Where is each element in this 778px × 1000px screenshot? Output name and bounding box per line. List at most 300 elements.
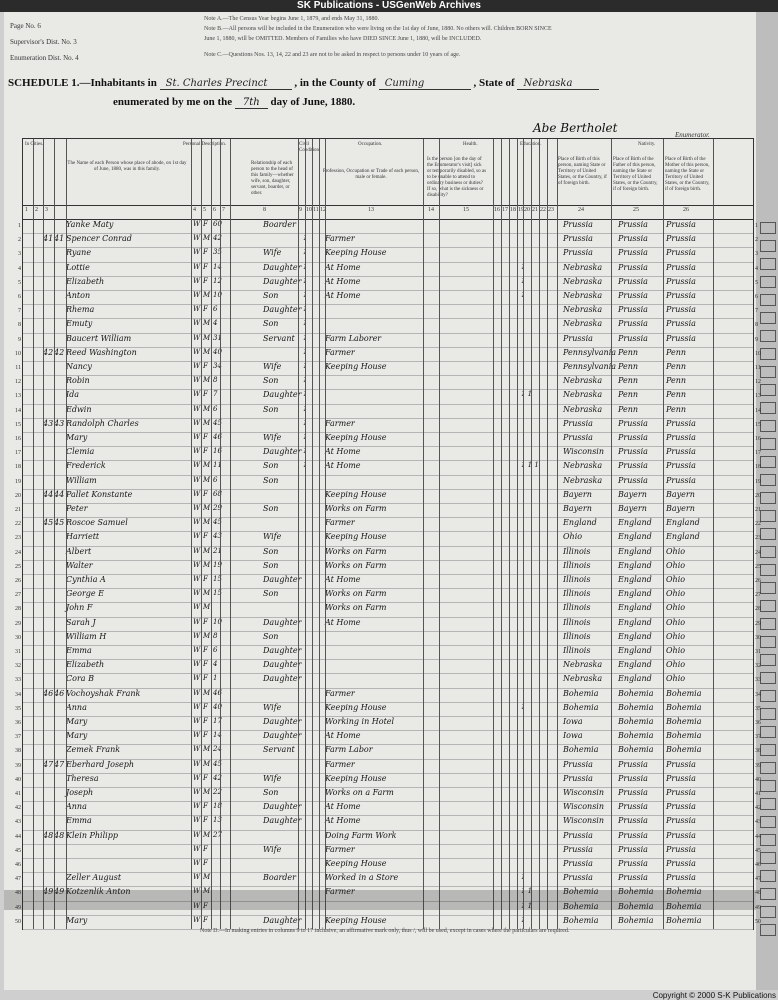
dwelling-number: 48 <box>43 830 54 840</box>
line-number: 29 <box>15 620 21 627</box>
line-number-right: 44 <box>755 833 761 840</box>
mother-birthplace-cell: Prussia <box>666 333 696 343</box>
person-name: William H <box>66 631 107 641</box>
footer-note: Note D.—In making entries in columns 9 to 17 inclusive, an affirmative mark only, thus /, will be used, except in cases where the particulars are required. <box>200 928 570 934</box>
father-birthplace-cell: Prussia <box>618 447 648 457</box>
occupation-cell: Works on Farm <box>325 603 387 613</box>
note-b: Note B.—All persons will be included in the Enumeration who were living on the 1st day of June, 1880. No others will. Children BORN SINCE <box>204 26 552 32</box>
person-name: Emma <box>66 646 92 655</box>
line-number-right: 39 <box>755 762 761 769</box>
father-birthplace-cell: England <box>618 575 652 584</box>
occupation-cell: At Home <box>325 816 361 826</box>
page-number <box>10 22 41 30</box>
sex-cell: M <box>203 504 211 512</box>
column-divider <box>531 139 532 929</box>
occupation-cell: At Home <box>325 461 361 471</box>
adjacent-page-box <box>760 294 776 306</box>
table-row <box>15 773 761 788</box>
sex-cell: M <box>203 404 211 413</box>
adjacent-page-box <box>760 744 776 756</box>
education-cell: 1 <box>521 915 526 924</box>
father-birthplace-cell: Bohemia <box>618 901 654 911</box>
color-cell: W <box>193 617 201 626</box>
line-number: 47 <box>15 876 21 883</box>
color-cell: W <box>193 333 201 342</box>
table-row <box>15 588 761 603</box>
occupation-cell: Works on Farm <box>325 546 387 556</box>
relationship-cell: Servant <box>263 333 295 343</box>
age-cell: 15 <box>213 575 222 583</box>
adjacent-page-box <box>760 222 776 234</box>
birthplace-cell: Ohio <box>563 532 583 542</box>
dwelling-number: 42 <box>43 347 54 357</box>
age-cell: 46 <box>213 433 222 441</box>
scan-shadow <box>4 890 756 910</box>
sex-cell: M <box>203 560 211 569</box>
birthplace-cell: Nebraska <box>563 276 603 286</box>
family-number: 48 <box>54 830 65 840</box>
father-birthplace-cell: Prussia <box>618 305 648 315</box>
line-number-right: 2 <box>755 237 758 244</box>
birthplace-cell: Illinois <box>563 617 591 627</box>
adjacent-page-edge <box>756 12 778 990</box>
father-birthplace-cell: Prussia <box>618 333 648 343</box>
dwelling-number: 44 <box>43 489 54 499</box>
line-number: 14 <box>15 407 21 414</box>
line-number-right: 27 <box>755 592 761 599</box>
education-cell: 1 <box>521 873 526 882</box>
line-number-right: 35 <box>755 705 761 712</box>
age-cell: 19 <box>213 560 222 569</box>
column-number: 5 <box>203 207 206 213</box>
father-birthplace-cell: Prussia <box>618 418 648 428</box>
line-number: 16 <box>15 436 21 442</box>
note-c: Note C.—Questions Nos. 13, 14, 22 and 23 are not to be asked in respect to persons under 10 years of age. <box>204 52 461 58</box>
sex-cell: F <box>203 262 208 271</box>
relationship-cell: Daughter <box>263 915 302 925</box>
father-birthplace-cell: Prussia <box>618 773 648 783</box>
birthplace-cell: Pennsylvania <box>563 362 617 371</box>
table-row <box>15 744 761 759</box>
person-name: Walter <box>66 560 93 570</box>
column-divider <box>439 139 440 929</box>
color-cell: W <box>193 447 201 456</box>
adjacent-page-box <box>760 888 776 900</box>
table-row <box>15 574 761 589</box>
mother-birthplace-cell: Ohio <box>666 575 686 584</box>
relationship-cell: Daughter <box>263 717 302 726</box>
person-name: Mary <box>66 717 88 726</box>
person-name: Reed Washington <box>66 347 137 357</box>
color-cell: W <box>193 603 201 612</box>
adjacent-page-box <box>760 240 776 252</box>
column-divider <box>191 139 192 929</box>
sex-cell: F <box>203 859 208 867</box>
line-number: 11 <box>15 365 21 371</box>
column-divider <box>523 139 524 929</box>
person-name: Albert <box>66 546 92 556</box>
person-name: Nancy <box>66 362 92 371</box>
adjacent-page-box <box>760 618 776 630</box>
color-cell: W <box>193 305 201 314</box>
group-civil-condition: Civil Condition. <box>299 142 321 153</box>
mother-birthplace-cell: Bayern <box>666 504 695 513</box>
adjacent-page-box <box>760 564 776 576</box>
color-cell: W <box>193 859 201 867</box>
occupation-cell: Working in Hotel <box>325 717 395 726</box>
family-number: 43 <box>54 418 65 428</box>
column-divider <box>305 139 306 929</box>
line-number: 45 <box>15 847 21 854</box>
adjacent-page-box <box>760 654 776 666</box>
relationship-cell: Son <box>263 475 279 485</box>
group-education: Education. <box>520 142 542 147</box>
column-number: 22 <box>540 207 546 213</box>
mother-birthplace-cell: Prussia <box>666 788 696 797</box>
birthplace-cell: Iowa <box>563 731 583 741</box>
marital-status-cell: 1 <box>303 376 308 385</box>
column-divider <box>54 139 55 929</box>
birthplace-cell: Prussia <box>563 844 593 854</box>
mother-birthplace-cell: Prussia <box>666 830 696 840</box>
birthplace-cell: Prussia <box>563 773 593 783</box>
line-number-right: 45 <box>755 847 761 854</box>
sex-cell: F <box>203 617 208 626</box>
age-cell: 15 <box>213 589 222 598</box>
line-number-right: 42 <box>755 805 761 812</box>
line-number: 37 <box>15 734 21 741</box>
table-row <box>15 432 761 447</box>
table-row <box>15 716 761 731</box>
line-number-right: 11 <box>755 365 761 371</box>
birthplace-cell: Illinois <box>563 560 591 570</box>
sex-cell: F <box>203 844 208 853</box>
person-name: Edwin <box>66 404 92 414</box>
mother-birthplace-cell: Prussia <box>666 859 696 868</box>
line-number-right: 17 <box>755 450 761 457</box>
mother-birthplace-cell: Ohio <box>666 660 686 670</box>
age-cell: 45 <box>213 759 222 768</box>
line-number: 28 <box>15 606 21 613</box>
age-cell: 40 <box>213 347 222 356</box>
color-cell: W <box>193 461 201 470</box>
occupation-cell: Works on Farm <box>325 589 387 599</box>
occupation-cell: At Home <box>325 731 361 741</box>
mother-birthplace-cell: Prussia <box>666 248 696 258</box>
color-cell: W <box>193 532 201 541</box>
father-birthplace-cell: Prussia <box>618 276 648 286</box>
color-cell: W <box>193 915 201 924</box>
adjacent-page-box <box>760 528 776 540</box>
mother-birthplace-cell: Prussia <box>666 447 696 457</box>
dwelling-number: 45 <box>43 518 54 528</box>
day-value: 7th <box>235 97 268 109</box>
column-number: 24 <box>578 207 584 213</box>
group-occupation: Occupation. <box>358 142 383 147</box>
line-number-right: 13 <box>755 393 761 400</box>
age-cell: 17 <box>213 717 222 725</box>
mother-birthplace-cell: Ohio <box>666 631 686 641</box>
occupation-cell: Farmer <box>325 418 355 428</box>
line-number: 24 <box>15 549 21 556</box>
line-number-right: 24 <box>755 549 761 556</box>
color-cell: W <box>193 319 201 328</box>
line-number: 50 <box>15 918 21 925</box>
color-cell: W <box>193 887 201 896</box>
birthplace-cell: Wisconsin <box>563 816 605 826</box>
line-number-right: 34 <box>755 691 761 698</box>
sex-cell: M <box>203 461 211 470</box>
line-number: 13 <box>15 393 21 400</box>
person-name: Cynthia A <box>66 575 106 584</box>
line-number-right: 5 <box>755 279 758 286</box>
table-row <box>15 659 761 674</box>
father-birthplace-cell: Prussia <box>618 873 648 883</box>
color-cell: W <box>193 830 201 839</box>
marital-status-cell: 1 <box>303 234 308 243</box>
sex-cell: M <box>203 631 211 640</box>
copyright: Copyright © 2000 S-K Publications <box>652 991 776 1000</box>
line-number: 32 <box>15 663 21 670</box>
supervisors-district-value: 3 <box>73 38 77 46</box>
dwelling-number: 41 <box>43 234 54 244</box>
line-number: 1 <box>18 223 21 229</box>
adjacent-page-box <box>760 672 776 684</box>
mother-birthplace-cell: Bohemia <box>666 702 702 712</box>
person-name: Elizabeth <box>66 660 105 670</box>
color-cell: W <box>193 262 201 271</box>
father-birthplace-cell: Prussia <box>618 844 648 854</box>
family-number: 42 <box>54 347 65 357</box>
mother-birthplace-cell: Ohio <box>666 646 686 655</box>
table-row <box>18 262 758 277</box>
table-row <box>15 872 761 887</box>
father-birthplace-cell: Bohemia <box>618 702 654 712</box>
line-number: 31 <box>15 649 21 655</box>
color-cell: W <box>193 220 201 228</box>
state-label: , State of <box>473 77 515 89</box>
education-cell: 1 <box>521 262 526 271</box>
birthplace-cell: Prussia <box>563 333 593 343</box>
enumeration-district-label: Enumeration Dist. No. <box>10 54 74 62</box>
color-cell: W <box>193 802 201 811</box>
father-birthplace-cell: England <box>618 631 652 641</box>
enumerator-label: Enumerator. <box>675 131 710 139</box>
color-cell: W <box>193 702 201 711</box>
birthplace-cell: Prussia <box>563 418 593 428</box>
father-birthplace-cell: England <box>618 674 652 684</box>
birthplace-cell: Nebraska <box>563 404 603 414</box>
relationship-cell: Daughter <box>263 660 302 670</box>
person-name: Kotzenlik Anton <box>66 887 131 897</box>
line-number-right: 18 <box>755 464 761 471</box>
column-number: 7 <box>222 207 225 213</box>
supervisors-district <box>10 38 77 46</box>
sex-cell: F <box>203 433 208 441</box>
line-number-right: 10 <box>755 350 761 357</box>
birthplace-cell: Bohemia <box>563 688 599 698</box>
mother-birthplace-cell: Ohio <box>666 674 686 684</box>
relationship-cell: Wife <box>263 433 282 442</box>
table-row <box>18 318 758 333</box>
table-row <box>15 815 761 830</box>
line-number-right: 15 <box>755 421 761 428</box>
column-number-row <box>23 205 753 220</box>
header-occupation: Profession, Occupation or Trade of each person, male or female. <box>322 169 420 180</box>
mother-birthplace-cell: Penn <box>666 347 687 357</box>
adjacent-page-box <box>760 402 776 414</box>
birthplace-cell: Prussia <box>563 830 593 840</box>
birthplace-cell: Prussia <box>563 433 593 442</box>
relationship-cell: Boarder <box>263 220 296 229</box>
occupation-cell: Keeping House <box>325 248 387 258</box>
occupation-cell: Keeping House <box>325 915 387 925</box>
column-divider <box>319 139 320 929</box>
line-number-right: 28 <box>755 606 761 613</box>
line-number: 6 <box>18 294 21 300</box>
column-number: 8 <box>263 207 266 213</box>
birthplace-cell: Nebraska <box>563 291 603 300</box>
color-cell: W <box>193 788 201 796</box>
column-number: 2 <box>35 207 38 213</box>
person-name: Anna <box>66 702 87 712</box>
mother-birthplace-cell: Prussia <box>666 759 696 769</box>
relationship-cell: Daughter <box>263 617 302 627</box>
sex-cell: M <box>203 603 211 612</box>
color-cell: W <box>193 631 201 640</box>
county-value: Cuming <box>379 78 471 90</box>
family-number: 47 <box>54 759 65 769</box>
birthplace-cell: Bayern <box>563 504 592 513</box>
color-cell: W <box>193 901 201 910</box>
table-row <box>15 460 761 475</box>
line-number-right: 19 <box>755 478 761 485</box>
marital-status-cell: 1 <box>303 390 308 399</box>
line-number: 26 <box>15 578 21 584</box>
age-cell: 6 <box>213 305 218 314</box>
color-cell: W <box>193 773 201 782</box>
age-cell: 8 <box>213 631 218 640</box>
birthplace-cell: Illinois <box>563 589 591 599</box>
mother-birthplace-cell: Prussia <box>666 873 696 883</box>
column-divider <box>557 139 558 929</box>
header-relationship: Relationship of each person to the head of this family—whether wife, son, daughter, servant, boarder, or other. <box>251 161 294 196</box>
color-cell: W <box>193 816 201 825</box>
place-value: St. Charles Precinct <box>160 78 292 90</box>
person-name: Peter <box>66 504 88 513</box>
line-number: 34 <box>15 691 21 698</box>
line-number-right: 9 <box>755 336 758 343</box>
schedule-label: SCHEDULE 1.—Inhabitants in <box>8 77 157 89</box>
birthplace-cell: Prussia <box>563 234 593 244</box>
mother-birthplace-cell: Prussia <box>666 461 696 471</box>
occupation-cell: Farmer <box>325 347 355 357</box>
relationship-cell: Boarder <box>263 873 296 883</box>
line-number-right: 38 <box>755 748 761 755</box>
color-cell: W <box>193 589 201 598</box>
father-birthplace-cell: Bohemia <box>618 688 654 698</box>
table-row <box>15 389 761 404</box>
age-cell: 40 <box>213 702 222 711</box>
age-cell: 7 <box>213 390 218 399</box>
father-birthplace-cell: England <box>618 617 652 627</box>
line-number: 12 <box>15 379 21 386</box>
color-cell: W <box>193 248 201 257</box>
line-number: 40 <box>15 776 21 783</box>
line-number-right: 30 <box>755 634 761 641</box>
state-value: Nebraska <box>517 78 599 90</box>
relationship-cell: Son <box>263 404 279 414</box>
column-number: 26 <box>683 207 689 213</box>
table-row <box>15 801 761 816</box>
adjacent-page-box <box>760 582 776 594</box>
line-number: 36 <box>15 720 21 726</box>
person-name: Mary <box>66 731 88 741</box>
adjacent-page-box <box>760 762 776 774</box>
sex-cell: M <box>203 589 211 598</box>
sex-cell: F <box>203 447 208 456</box>
color-cell: W <box>193 418 201 427</box>
occupation-cell: Farm Laborer <box>325 333 382 343</box>
birthplace-cell: Nebraska <box>563 660 603 670</box>
header-mother-birthplace: Place of Birth of the Mother of this person, naming the State or Territory of United States, or the Country, if of foreign birth. <box>665 157 710 192</box>
relationship-cell: Son <box>263 291 279 300</box>
table-row <box>15 560 761 575</box>
column-divider <box>611 139 612 929</box>
adjacent-page-box <box>760 852 776 864</box>
relationship-cell: Wife <box>263 362 282 371</box>
column-number: 6 <box>213 207 216 213</box>
sex-cell: M <box>203 518 211 527</box>
birthplace-cell: Nebraska <box>563 390 603 400</box>
sex-cell: M <box>203 475 211 484</box>
line-number-right: 48 <box>755 890 761 897</box>
mother-birthplace-cell: Prussia <box>666 220 696 229</box>
line-number-right: 21 <box>755 507 761 513</box>
line-number-right: 26 <box>755 578 761 584</box>
note-a: Note A.—The Census Year begins June 1, 1879, and ends May 31, 1880. <box>204 16 379 22</box>
mother-birthplace-cell: Prussia <box>666 262 696 272</box>
mother-birthplace-cell: Bayern <box>666 489 695 499</box>
sex-cell: F <box>203 901 208 910</box>
mother-birthplace-cell: Ohio <box>666 560 686 570</box>
age-cell: 1 <box>213 674 218 683</box>
family-number: 44 <box>54 489 65 499</box>
mother-birthplace-cell: Ohio <box>666 617 686 627</box>
marital-status-cell: 1 <box>303 433 308 441</box>
birthplace-cell: Prussia <box>563 248 593 258</box>
education-cell: 1 <box>521 276 526 285</box>
person-name: John F <box>66 603 93 613</box>
line-number: 3 <box>18 251 21 258</box>
occupation-cell: At Home <box>325 447 361 457</box>
table-row <box>18 276 758 291</box>
person-name: Anton <box>66 291 91 300</box>
occupation-cell: Keeping House <box>325 702 387 712</box>
color-cell: W <box>193 291 201 299</box>
color-cell: W <box>193 575 201 583</box>
adjacent-page-box <box>760 438 776 450</box>
sex-cell: F <box>203 802 208 811</box>
column-divider <box>501 139 502 929</box>
age-cell: 22 <box>213 788 222 796</box>
father-birthplace-cell: England <box>618 560 652 570</box>
father-birthplace-cell: Penn <box>618 362 639 371</box>
family-number: 45 <box>54 518 65 528</box>
mother-birthplace-cell: Prussia <box>666 276 696 286</box>
father-birthplace-cell: Penn <box>618 376 639 386</box>
person-name: Frederick <box>66 461 106 471</box>
